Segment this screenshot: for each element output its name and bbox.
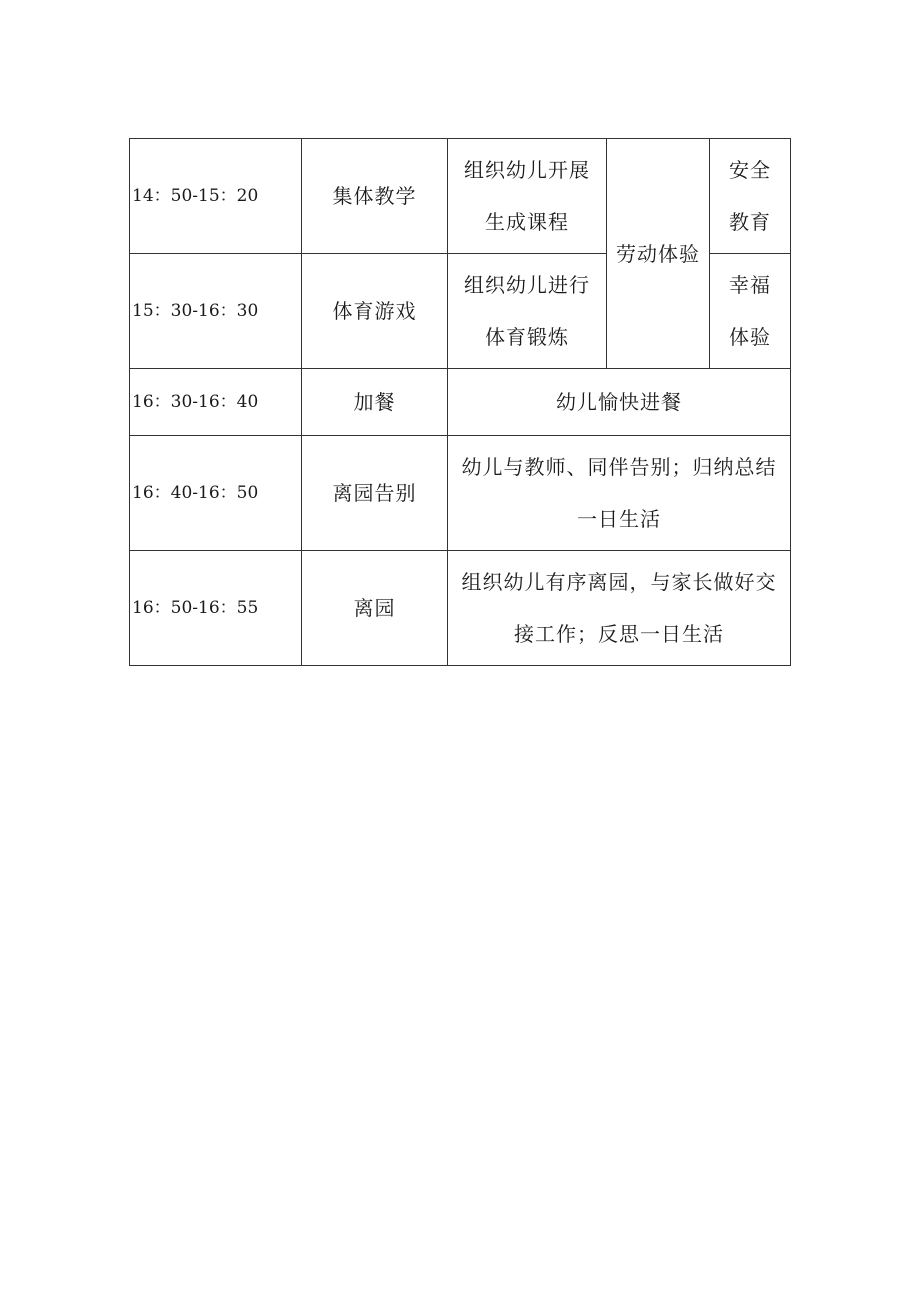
daily-schedule-table xyxy=(129,138,791,666)
table-row xyxy=(130,139,791,254)
time-cell: 16：50-16：55 xyxy=(130,551,302,666)
table-row xyxy=(130,436,791,551)
side-cell: 安全教育 xyxy=(710,139,791,254)
activity-cell: 离园告别 xyxy=(302,436,448,551)
table-row xyxy=(130,369,791,436)
content-cell: 组织幼儿有序离园，与家长做好交接工作；反思一日生活 xyxy=(448,551,791,666)
side-cell: 幸福体验 xyxy=(710,254,791,369)
extra-activity-cell: 劳动体验 xyxy=(607,139,710,369)
time-cell: 16：40-16：50 xyxy=(130,436,302,551)
time-cell: 16：30-16：40 xyxy=(130,369,302,436)
activity-cell: 体育游戏 xyxy=(302,254,448,369)
time-cell: 15：30-16：30 xyxy=(130,254,302,369)
content-cell: 组织幼儿开展生成课程 xyxy=(448,139,607,254)
content-cell: 组织幼儿进行体育锻炼 xyxy=(448,254,607,369)
content-cell: 幼儿愉快进餐 xyxy=(448,369,791,436)
activity-cell: 加餐 xyxy=(302,369,448,436)
table-row xyxy=(130,551,791,666)
activity-cell: 离园 xyxy=(302,551,448,666)
time-cell: 14：50-15：20 xyxy=(130,139,302,254)
content-cell: 幼儿与教师、同伴告别；归纳总结一日生活 xyxy=(448,436,791,551)
activity-cell: 集体教学 xyxy=(302,139,448,254)
